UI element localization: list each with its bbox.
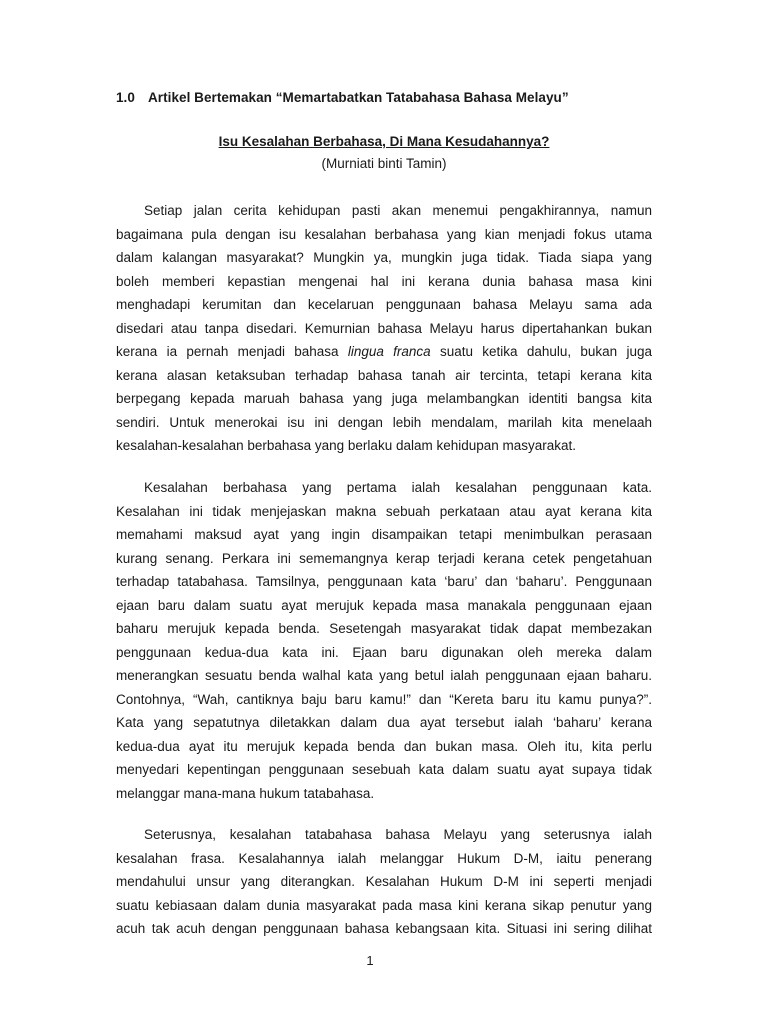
paragraph-line: menyedari kepentingan penggunaan sesebuah kata dalam suatu ayat supaya tidak [116, 762, 652, 777]
section-heading [116, 90, 569, 105]
paragraph-line: kesalahan frasa. Kesalahannya ialah melanggar Hukum D-M, iaitu penerang [116, 850, 652, 866]
paragraph-line: Setiap jalan cerita kehidupan pasti akan menemui pengakhirannya, namun [144, 203, 652, 218]
paragraph-line: boleh memberi kepastian mengenai hal ini kerana dunia bahasa masa kini [116, 273, 652, 289]
italic-term: lingua franca [347, 344, 431, 359]
paragraph-line: bagaimana pula dengan isu kesalahan berbahasa yang kian menjadi fokus utama [116, 226, 652, 242]
paragraph-line: Kata yang sepatutnya diletakkan dalam dua ayat tersebut ialah ‘baharu’ kerana [116, 715, 652, 730]
paragraph-line: baharu merujuk kepada benda. Sesetengah masyarakat tidak dapat membezakan [116, 621, 652, 636]
paragraph-line: Kesalahan berbahasa yang pertama ialah kesalahan penggunaan kata. [144, 480, 652, 495]
article-title: Isu Kesalahan Berbahasa, Di Mana Kesudahannya? [218, 134, 550, 149]
paragraph-line: mendahului unsur yang diterangkan. Kesalahan Hukum D-M ini seperti menjadi [116, 874, 652, 889]
line-text: suatu ketika dahulu, bukan juga [430, 344, 652, 359]
paragraph-line: kerana alasan ketaksuban terhadap bahasa tanah air tercinta, tetapi kerana kita [116, 367, 652, 383]
paragraph-line: acuh tak acuh dengan penggunaan bahasa kebangsaan kita. Situasi ini sering dilihat [116, 921, 652, 936]
line-text: kerana ia pernah menjadi bahasa [116, 344, 348, 359]
author-name: (Murniati binti Tamin) [321, 156, 447, 171]
paragraph-line: berpegang kepada maruah bahasa yang juga melambangkan identiti bangsa kita [116, 391, 652, 406]
paragraph-3 [116, 823, 652, 941]
paragraph-2 [116, 476, 652, 805]
paragraph-line: dalam kalangan masyarakat? Mungkin ya, mungkin juga tidak. Tiada siapa yang [116, 250, 652, 265]
paragraph-line: kesalahan-kesalahan berbahasa yang berlaku dalam kehidupan masyarakat. [116, 438, 577, 453]
paragraph-1 [116, 199, 652, 458]
paragraph-line: melanggar mana-mana hukum tatabahasa. [116, 785, 375, 801]
paragraph-line: sendiri. Untuk menerokai isu ini dengan lebih mendalam, marilah kita menelaah [116, 414, 652, 430]
paragraph-line: memahami maksud ayat yang ingin disampaikan tetapi menimbulkan perasaan [116, 527, 652, 542]
section-heading-text: Artikel Bertemakan “Memartabatkan Tatabahasa Bahasa Melayu” [148, 90, 569, 105]
paragraph-line: Kesalahan ini tidak menjejaskan makna sebuah perkataan atau ayat kerana kita [116, 503, 652, 519]
paragraph-line: menerangkan sesuatu benda walhal kata yang betul ialah penggunaan ejaan baharu. [116, 668, 652, 683]
paragraph-line: menghadapi kerumitan dan kecelaruan penggunaan bahasa Melayu sama ada [116, 297, 652, 312]
paragraph-line: suatu kebiasaan dalam dunia masyarakat pada masa kini kerana sikap penutur yang [116, 897, 652, 913]
paragraph-line: terhadap tatabahasa. Tamsilnya, penggunaan kata ‘baru’ dan ‘baharu’. Penggunaan [116, 574, 652, 589]
paragraph-line: Seterusnya, kesalahan tatabahasa bahasa Melayu yang seterusnya ialah [144, 827, 652, 842]
paragraph-line: kurang senang. Perkara ini sememangnya kerap terjadi kerana cetek pengetahuan [116, 550, 652, 566]
paragraph-line [116, 340, 652, 364]
paragraph-line: ejaan baru dalam suatu ayat merujuk kepada masa manakala penggunaan ejaan [116, 597, 652, 613]
paragraph-line: Contohnya, “Wah, cantiknya baju baru kamu!” dan “Kereta baru itu kamu punya?”. [116, 691, 652, 707]
section-number: 1.0 [116, 90, 135, 105]
paragraph-line: disedari atau tanpa disedari. Kemurnian bahasa Melayu harus dipertahankan bukan [116, 320, 652, 336]
page-number: 1 [366, 953, 374, 968]
paragraph-line: kedua-dua ayat itu merujuk kepada benda dan bukan masa. Oleh itu, kita perlu [116, 738, 652, 754]
paragraph-line: penggunaan kedua-dua kata ini. Ejaan baru digunakan oleh mereka dalam [116, 644, 652, 660]
